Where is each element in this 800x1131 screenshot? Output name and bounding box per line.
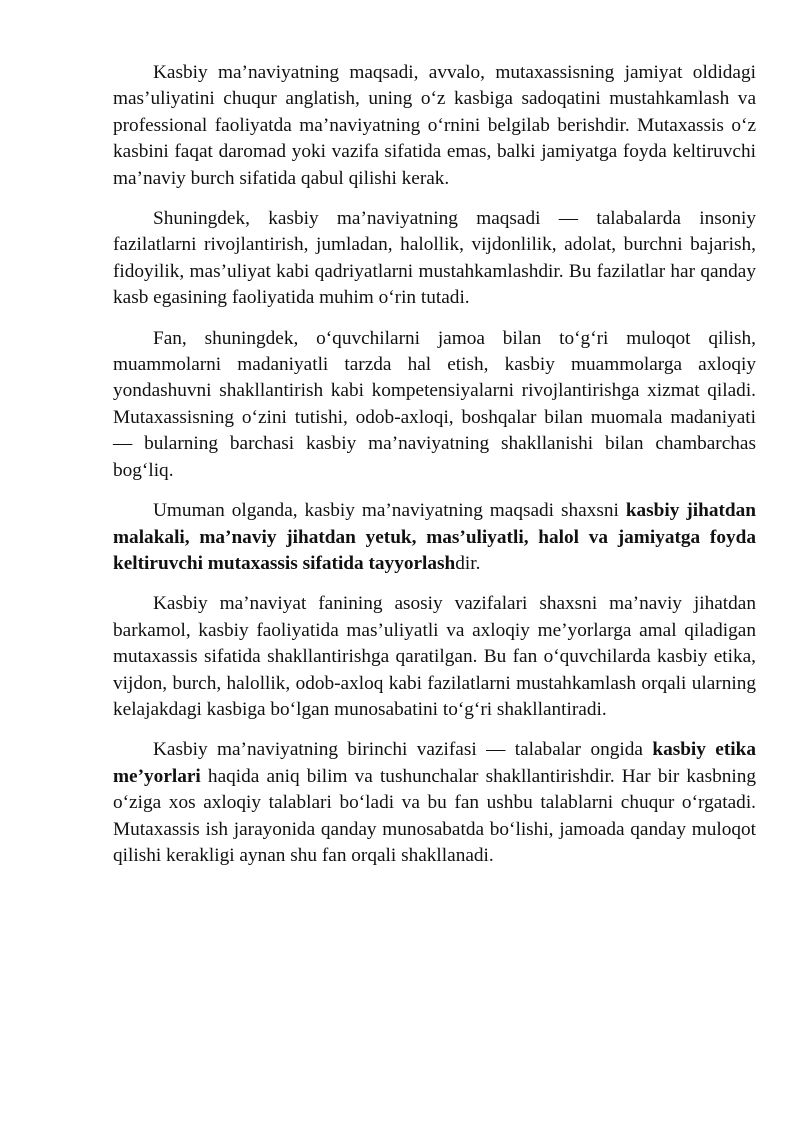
paragraph-6-text-start: Kasbiy ma’naviyatning birinchi vazifasi — talabalar ongida <box>153 739 653 761</box>
paragraph-6 <box>113 737 756 869</box>
paragraph-4 <box>113 498 756 577</box>
paragraph-1 <box>113 60 756 192</box>
document-page <box>113 60 756 883</box>
paragraph-2 <box>113 206 756 312</box>
paragraph-3-text: Fan, shuningdek, o‘quvchilarni jamoa bilan to‘g‘ri muloqot qilish, muammolarni madaniyatli tarzda hal etish, kasbiy muammolarga axloqiy yondashuvni shakllantirish kabi kompetensiyalarni rivojlantirishga xizmat qiladi. Mutaxassisning o‘zini tutishi, odob-axloqi, boshqalar bilan muomala madaniyati — bularning barchasi kasbiy ma’naviyatning shakllanishi bilan chambarchas bog‘liq. <box>113 327 756 481</box>
paragraph-4-text-end: dir. <box>455 552 481 574</box>
paragraph-4-text-start: Umuman olganda, kasbiy ma’naviyatning maqsadi shaxsni <box>153 500 626 522</box>
paragraph-5 <box>113 591 756 723</box>
paragraph-5-text: Kasbiy ma’naviyat fanining asosiy vazifalari shaxsni ma’naviy jihatdan barkamol, kasbiy faoliyatida mas’uliyatli va axloqiy me’yorlarga amal qiladigan mutaxassis sifatida shakllantirishga qaratilgan. Bu fan o‘quvchilarda kasbiy etika, vijdon, burch, halollik, odob-axloq kabi fazilatlarni mustahkamlash orqali ularning kelajakdagi kasbiga bo‘lgan munosabatini to‘g‘ri shakllantiradi. <box>113 593 756 720</box>
paragraph-6-text-end: haqida aniq bilim va tushunchalar shakllantirishdir. Har bir kasbning o‘ziga xos axloqiy talablari bo‘ladi va bu fan ushbu talablarni chuqur o‘rgatadi. Mutaxassis ish jarayonida qanday munosabatda bo‘lishi, jamoada qanday muloqot qilishi kerakligi aynan shu fan orqali shakllanadi. <box>113 765 756 866</box>
paragraph-2-text: Shuningdek, kasbiy ma’naviyatning maqsadi — talabalarda insoniy fazilatlarni rivojlantirish, jumladan, halollik, vijdonlilik, adolat, burchni bajarish, fidoyilik, mas’uliyat kabi qadriyatlarni mustahkamlashdir. Bu fazilatlar har qanday kasb egasining faoliyatida muhim o‘rin tutadi. <box>113 208 756 309</box>
paragraph-3 <box>113 326 756 484</box>
paragraph-4-bold-phrase: kasbiy jihatdan malakali, ma’naviy jihatdan yetuk, mas’uliyatli, halol va jamiyatga foyda keltiruvchi mutaxassis sifatida tayyorlash <box>113 500 757 574</box>
paragraph-1-text: Kasbiy ma’naviyatning maqsadi, avvalo, mutaxassisning jamiyat oldidagi mas’uliyatini chuqur anglatish, uning o‘z kasbiga sadoqatini mustahkamlash va professional faoliyatda ma’naviyatning o‘rnini belgilab berishdir. Mutaxassis o‘z kasbini faqat daromad yoki vazifa sifatida emas, balki jamiyatga foyda keltiruvchi ma’naviy burch sifatida qabul qilishi kerak. <box>113 62 756 189</box>
paragraph-6-bold-phrase: kasbiy etika me’yorlari <box>113 739 757 787</box>
